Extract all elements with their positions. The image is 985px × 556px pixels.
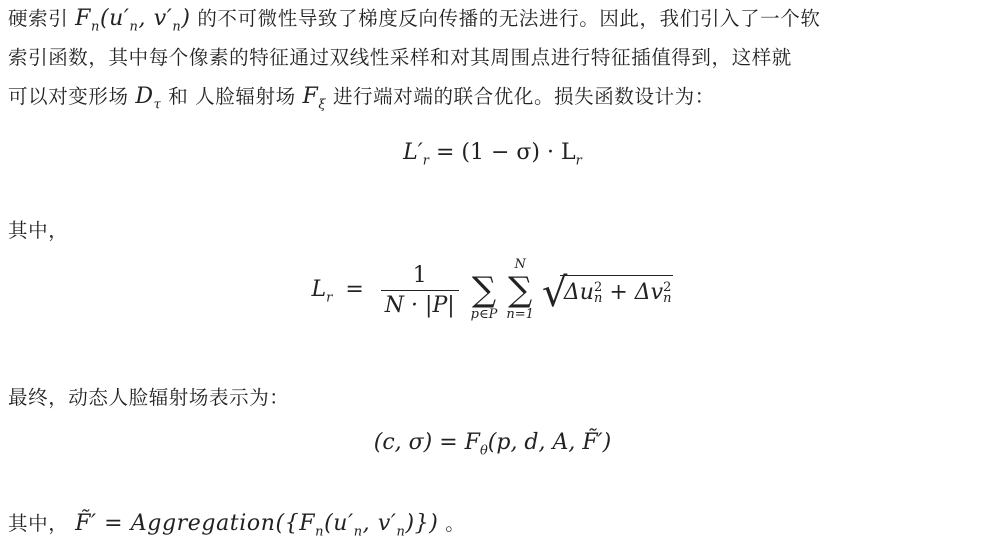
math-subscript: n <box>663 291 672 306</box>
math-subscript: r <box>575 153 582 169</box>
text-run: 其中， <box>8 512 69 535</box>
math-aggregation <box>75 511 439 540</box>
paragraph-line-1 <box>8 0 978 38</box>
sum-lower-limit: n=1 <box>506 307 534 322</box>
summation-over-p <box>471 258 498 322</box>
math-radiance-field <box>302 84 327 113</box>
paragraph-line-3 <box>8 77 978 116</box>
fraction-numerator: 1 <box>381 263 459 291</box>
math-subscript: n <box>129 19 139 35</box>
math-subscript: n <box>315 524 325 540</box>
math-symbol: D <box>135 84 154 109</box>
math-symbol: L <box>311 277 327 302</box>
math-deformation-field <box>135 84 162 113</box>
paragraph-aggregation <box>8 504 978 543</box>
paragraph-line-2: 索引函数，其中每个像素的特征通过双线性采样和对其周围点进行特征插值得到，这样就 <box>8 46 792 69</box>
math-symbol: (u′ <box>324 511 354 536</box>
math-symbol: , v′ <box>138 6 173 31</box>
radical-sign: √ <box>541 270 568 316</box>
math-subscript: n <box>353 524 363 540</box>
math-subscript: r <box>422 153 429 169</box>
math-symbol: F <box>75 6 91 31</box>
math-subscript: θ <box>479 443 488 459</box>
paragraph-soft-index <box>8 0 978 116</box>
math-subscript: r <box>326 290 333 306</box>
sum-upper-limit: N <box>514 257 526 272</box>
math-symbol: F <box>302 84 319 109</box>
radicand <box>560 275 674 305</box>
text-run: 硬索引 <box>8 7 69 30</box>
math-symbol: )}) <box>405 511 439 536</box>
math-symbol: Δu <box>563 280 594 305</box>
math-subscript: n <box>396 524 406 540</box>
math-symbol: ) <box>181 6 191 31</box>
math-symbol: L′ <box>403 140 423 165</box>
math-subscript: ξ <box>318 97 327 113</box>
math-expression: (c, σ) = F <box>373 430 480 455</box>
math-scripts <box>663 282 671 304</box>
math-symbol: F̃′ = Aggregation({F <box>75 511 316 536</box>
math-subscript: n <box>91 19 100 35</box>
paragraph-where: 其中， <box>8 219 69 242</box>
equation-loss <box>0 140 985 169</box>
math-equals: = <box>345 277 364 302</box>
text-run: 。 <box>438 512 466 535</box>
text-run: 和 人脸辐射场 <box>168 85 296 108</box>
math-superscript: 2 <box>594 280 603 295</box>
text-run: 的不可微性导致了梯度反向传播的无法进行。因此，我们引入了一个软 <box>190 7 821 30</box>
square-root <box>541 270 674 316</box>
math-symbol: (u′ <box>99 6 130 31</box>
equation-lr <box>0 258 985 322</box>
math-fraction <box>381 263 459 318</box>
paragraph-final: 最终，动态人脸辐射场表示为： <box>8 386 290 409</box>
text-run: 可以对变形场 <box>8 85 129 108</box>
summation-over-n <box>506 258 534 322</box>
math-subscript: n <box>593 291 603 306</box>
fraction-denominator: N · |P| <box>384 292 455 318</box>
text-run: 进行端对端的联合优化。损失函数设计为： <box>332 85 715 108</box>
sum-lower-limit: p∈P <box>470 307 498 322</box>
math-symbol: , v′ <box>362 511 397 536</box>
math-symbol: + Δv <box>602 280 664 305</box>
math-expression: = (1 − σ) · L <box>435 140 576 165</box>
math-superscript: 2 <box>663 280 672 295</box>
math-subscript: n <box>172 19 182 35</box>
sum-symbol: ∑ <box>471 270 497 310</box>
math-subscript: τ <box>153 97 162 113</box>
sum-symbol: ∑ <box>507 270 533 310</box>
math-expression: (p, d, A, F̃′) <box>487 430 612 455</box>
math-inline-fn <box>75 6 191 35</box>
equation-radiance-field <box>0 430 985 459</box>
